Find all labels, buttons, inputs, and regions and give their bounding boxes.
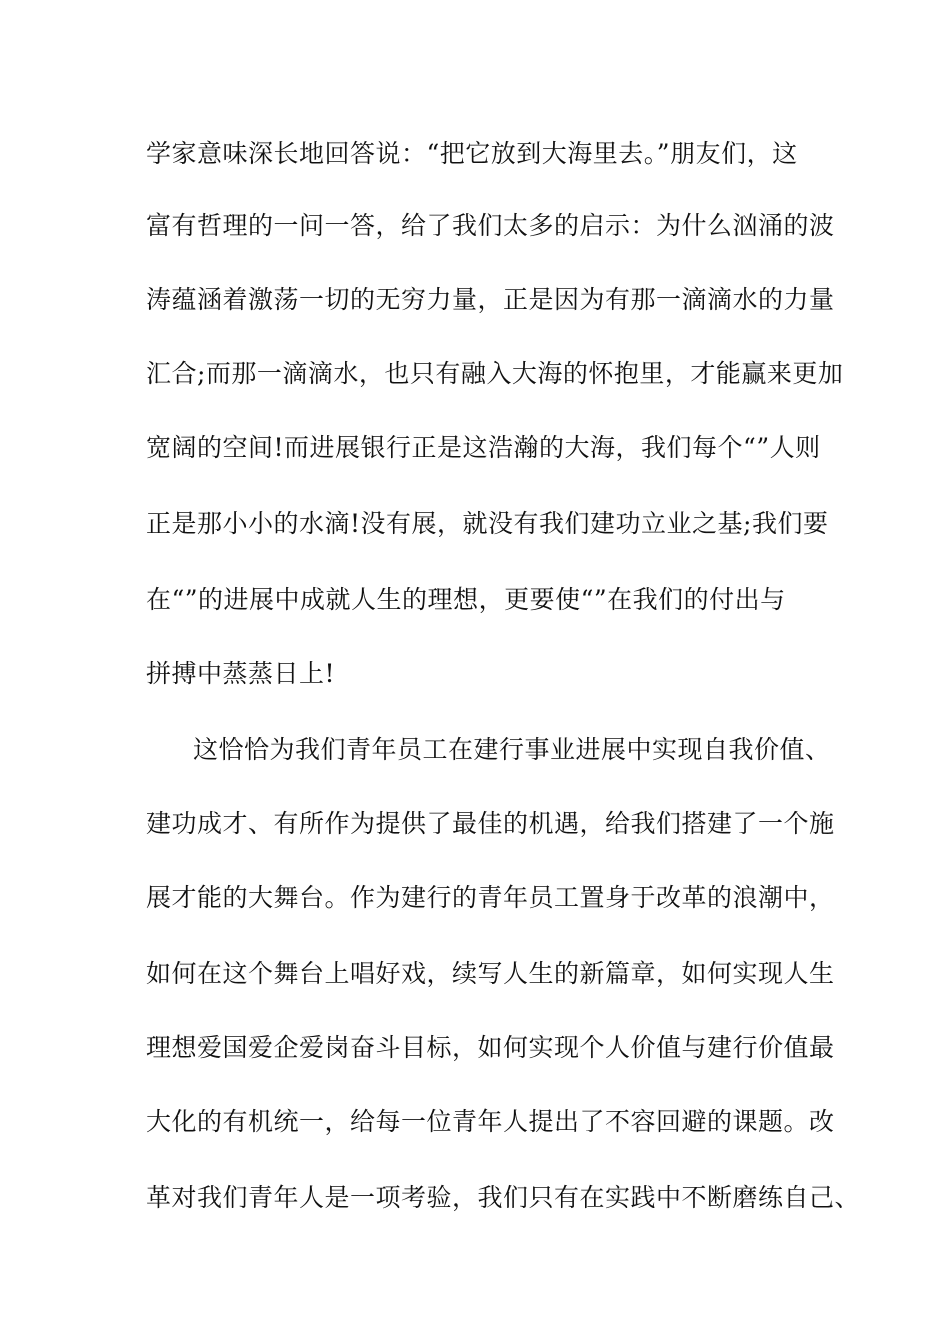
text-line: 理想爱国爱企爱岗奋斗目标，如何实现个人价值与建行价值最 (146, 1033, 835, 1062)
text-line: 大化的有机统一，给每一位青年人提出了不容回避的课题。改 (146, 1107, 835, 1136)
text-line: 展才能的大舞台。作为建行的青年员工置身于改革的浪潮中， (146, 883, 835, 912)
text-line: 革对我们青年人是一项考验，我们只有在实践中不断磨练自己、 (146, 1183, 861, 1212)
text-line: 如何在这个舞台上唱好戏，续写人生的新篇章，如何实现人生 (146, 959, 835, 988)
paragraph-first-line: 这恰恰为我们青年员工在建行事业进展中实现自我价值、 (193, 735, 831, 764)
text-line: 宽阔的空间!而进展银行正是这浩瀚的大海，我们每个“”人则 (146, 433, 821, 462)
text-line: 在“”的进展中成就人生的理想，更要使“”在我们的付出与 (146, 585, 786, 614)
text-line: 汇合;而那一滴滴水，也只有融入大海的怀抱里，才能赢来更加 (146, 359, 844, 388)
text-line: 建功成才、有所作为提供了最佳的机遇，给我们搭建了一个施 (146, 809, 835, 838)
text-line: 涛蕴涵着激荡一切的无穷力量，正是因为有那一滴滴水的力量 (146, 285, 835, 314)
text-line: 富有哲理的一问一答，给了我们太多的启示：为什么汹涌的波 (146, 211, 835, 240)
text-line: 学家意味深长地回答说：“把它放到大海里去。”朋友们，这 (146, 139, 798, 168)
text-line: 拼搏中蒸蒸日上! (146, 659, 336, 688)
text-line: 正是那小小的水滴!没有展，就没有我们建功立业之基;我们要 (146, 509, 829, 538)
